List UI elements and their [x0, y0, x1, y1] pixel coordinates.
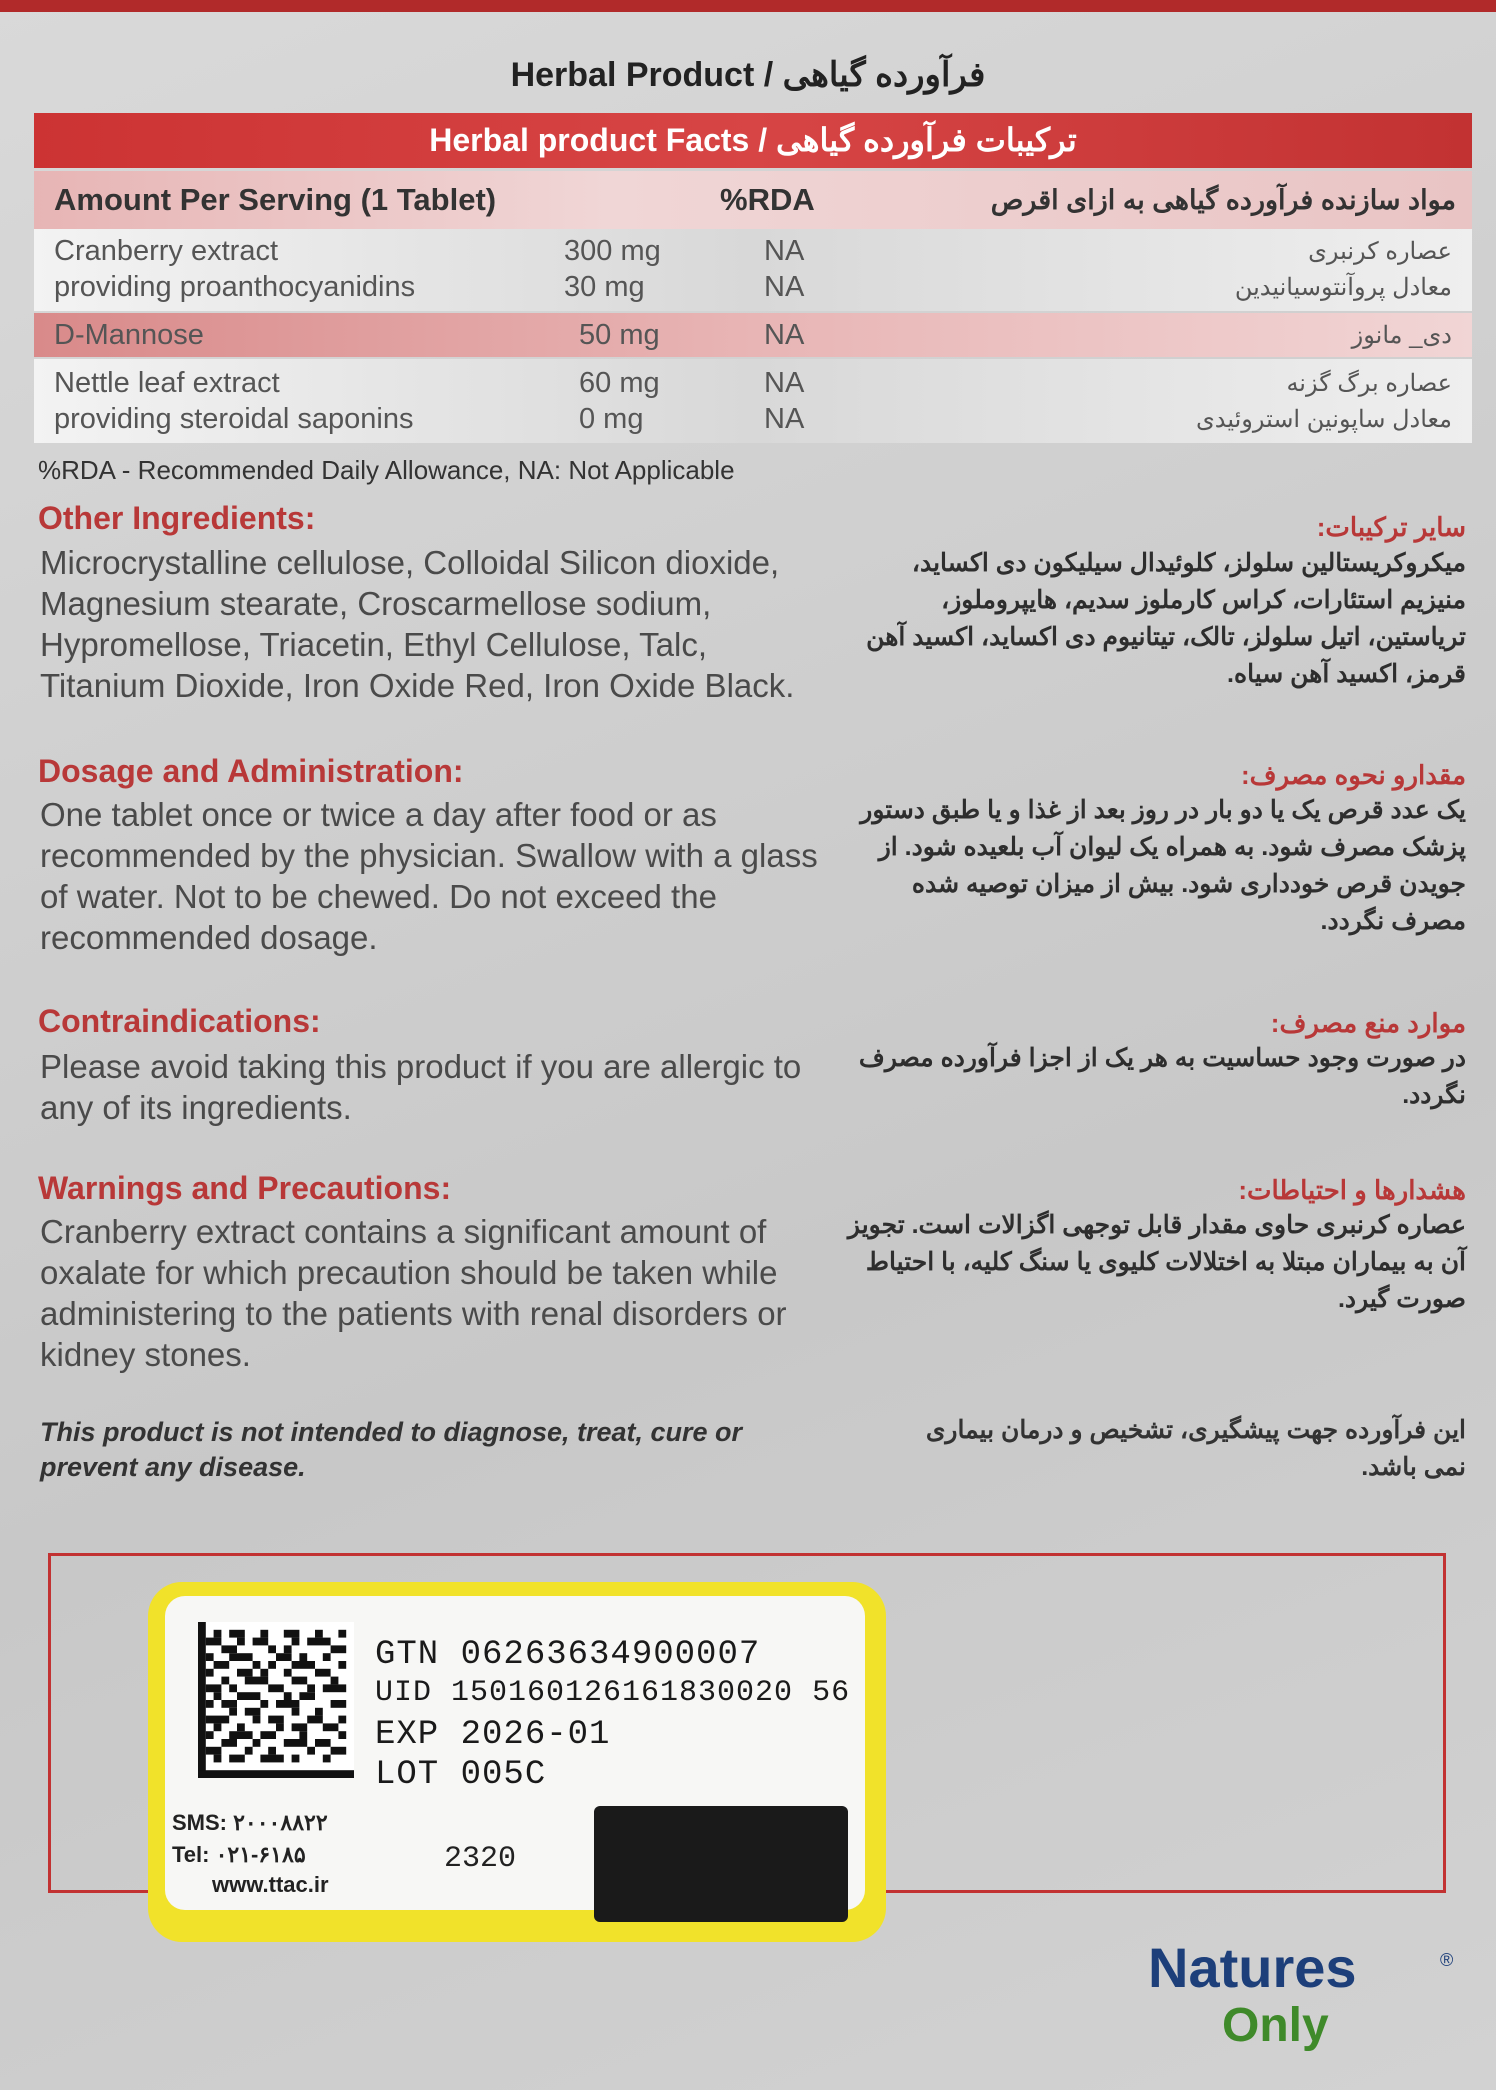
exp-date: EXP 2026-01 — [375, 1716, 611, 1754]
row-amount: 50 mg — [579, 319, 660, 351]
col-fa: مواد سازنده فرآورده گیاهی به ازای اقرص — [990, 185, 1456, 215]
warnings-body: Cranberry extract contains a significant amount of oxalate for which precaution should be taken while administering to the patients with renal disorders or kidney stones. — [40, 1213, 787, 1373]
facts-header: Herbal product Facts / ترکیبات فرآورده گیاهی — [34, 113, 1472, 168]
tel-number: Tel: ۰۲۱-۶۱۸۵ — [172, 1842, 306, 1867]
row-fa: عصاره کرنبری — [1308, 238, 1452, 265]
other-ingredients-body: Microcrystalline cellulose, Colloidal Silicon dioxide, Magnesium stearate, Croscarmellose sodium, Hypromellose, Triacetin, Ethyl Cellulose, Talc, Titanium Dioxide, Iron Oxide Red, Iron Oxide Black. — [40, 544, 795, 704]
row-amount: 0 mg — [579, 403, 644, 435]
datamatrix-code — [198, 1622, 354, 1778]
dosage-title: Dosage and Administration: — [38, 753, 464, 789]
registered-mark: ® — [1440, 1950, 1454, 1970]
lot-number: LOT 005C — [375, 1756, 547, 1794]
table-row — [34, 313, 1472, 357]
col-amount: Amount Per Serving (1 Tablet) — [54, 182, 497, 217]
row-rda: NA — [764, 235, 805, 267]
scratch-panel — [594, 1806, 848, 1922]
rda-note: %RDA - Recommended Daily Allowance, NA: Not Applicable — [38, 455, 735, 485]
row-amount: 30 mg — [564, 271, 645, 303]
uid-code: UID 150160126161830020 56 — [375, 1676, 851, 1710]
contraindications-body: Please avoid taking this product if you are allergic to any of its ingredients. — [40, 1048, 802, 1126]
contraindications-fa-body: در صورت وجود حساسیت به هر یک از اجزا فرآورده مصرف نگردد. — [858, 1044, 1466, 1109]
top-red-strip — [0, 0, 1496, 12]
table-row — [34, 359, 1472, 443]
contraindications-title: Contraindications: — [38, 1003, 321, 1039]
dosage-body: One tablet once or twice a day after food or as recommended by the physician. Swallow with a glass of water. Not to be chewed. Do not exceed the recommended dosage. — [40, 796, 818, 956]
warnings-fa-body: عصاره کرنبری حاوی مقدار قابل توجهی اگزالات است. تجویز آن به بیماران مبتلا به اختلالات کلیوی یا سنگ کلیه، با احتیاط صورت گیرد. — [847, 1211, 1466, 1313]
row-fa: معادل ساپونین استروئیدی — [1195, 406, 1452, 433]
row-name: Cranberry extract — [54, 235, 279, 267]
warnings-fa-title: هشدارها و احتیاطات: — [1238, 1175, 1466, 1205]
row-amount: 60 mg — [579, 367, 660, 399]
warnings-title: Warnings and Precautions: — [38, 1170, 452, 1206]
other-ingredients-title: Other Ingredients: — [38, 500, 316, 536]
contraindications-fa-title: موارد منع مصرف: — [1270, 1008, 1466, 1038]
row-fa: معادل پروآنتوسیانیدین — [1234, 274, 1452, 301]
serial-code: 2320 — [444, 1842, 517, 1876]
brand-logo-name: Natures — [1148, 1936, 1357, 1999]
gtn-code: GTN 06263634900007 — [375, 1636, 761, 1674]
facts-table — [34, 113, 1472, 443]
row-name: Nettle leaf extract — [54, 367, 280, 399]
row-rda: NA — [764, 319, 805, 351]
disclaimer: This product is not intended to diagnose, treat, cure or prevent any disease. — [40, 1417, 743, 1482]
fa-disclaimer: این فرآورده جهت پیشگیری، تشخیص و درمان بیماری نمی باشد. — [925, 1416, 1466, 1481]
row-fa: دی_ مانوز — [1351, 322, 1452, 349]
website: www.ttac.ir — [212, 1872, 329, 1897]
product-title: Herbal Product / فرآورده گیاهی — [510, 56, 986, 94]
row-amount: 300 mg — [564, 235, 661, 267]
row-name: providing proanthocyanidins — [54, 271, 416, 303]
row-name: providing steroidal saponins — [54, 403, 414, 435]
row-name: D-Mannose — [54, 319, 204, 351]
row-fa: عصاره برگ گزنه — [1286, 370, 1452, 397]
row-rda: NA — [764, 367, 805, 399]
dosage-fa-title: مقدارو نحوه مصرف: — [1240, 760, 1466, 790]
row-rda: NA — [764, 271, 805, 303]
table-row — [34, 229, 1472, 311]
dosage-fa-body: یک عدد قرص یک یا دو بار در روز بعد از غذا و یا طبق دستور پزشک مصرف شود. به همراه یک لیوان آب بلعیده شود. از جویدن قرص خودداری شود. بیش از میزان توصیه شده مصرف نگردد. — [860, 796, 1466, 935]
row-rda: NA — [764, 403, 805, 435]
col-rda: %RDA — [720, 182, 815, 217]
sms-number: SMS: ۲۰۰۰۸۸۲۲ — [172, 1810, 328, 1835]
other-ingredients-fa-title: سایر ترکیبات: — [1316, 512, 1466, 542]
brand-logo-sub: Only — [1222, 1999, 1329, 2052]
other-ingredients-fa-body: میکروکریستالین سلولز، کلوئیدال سیلیکون دی اکساید، منیزیم استئارات، کراس کارملوز سدیم، هایپروملوز، تریاستین، اتیل سلولز، تالک، تیتانیوم دی اکساید، اکسید آهن قرمز، اکسید آهن سیاه. — [866, 549, 1466, 688]
